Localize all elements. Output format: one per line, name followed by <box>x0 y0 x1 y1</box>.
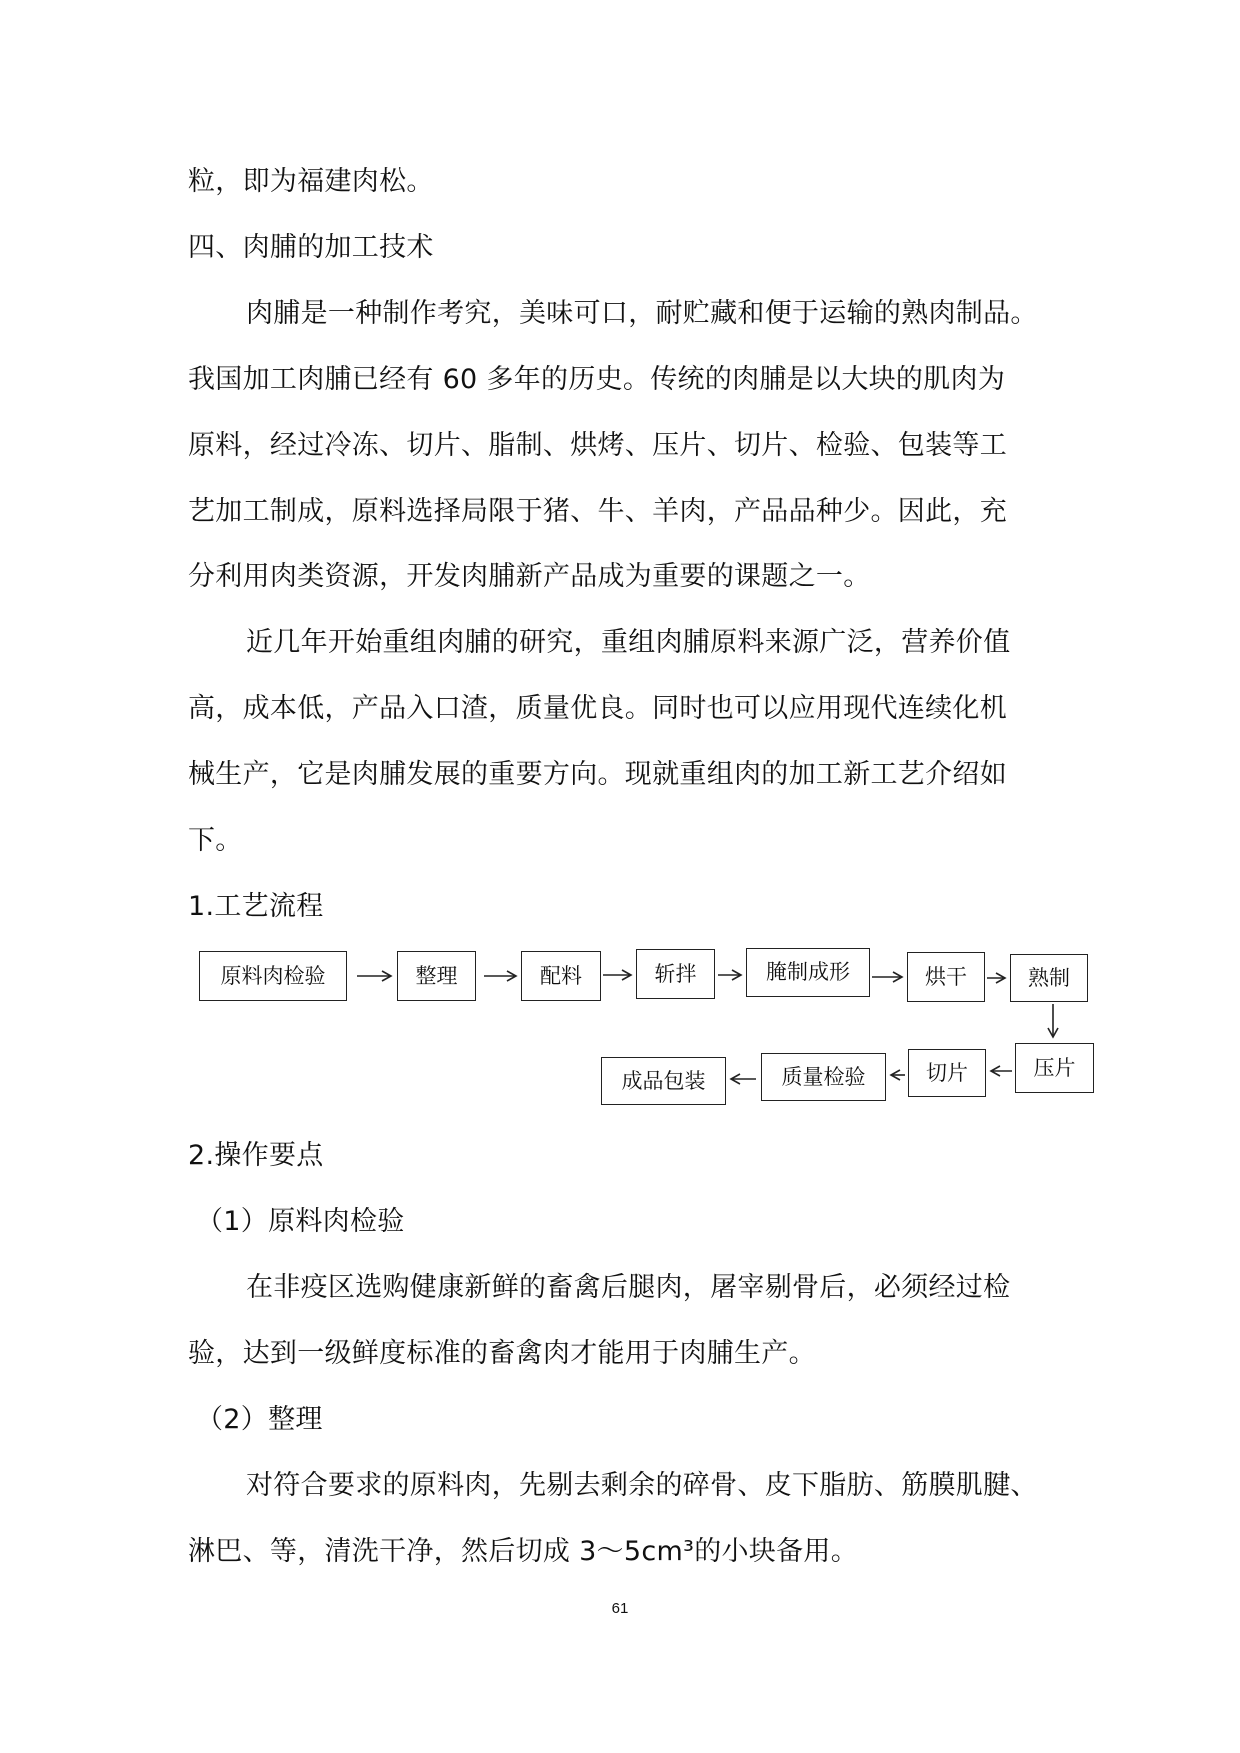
flow-step: 原料肉检验 <box>199 951 347 1001</box>
text-line: 对符合要求的原料肉，先剔去剩余的碎骨、皮下脂肪、筋膜肌腱、 <box>246 1470 1038 1501</box>
text-line: 下。 <box>188 825 243 856</box>
text-line: 械生产，它是肉脯发展的重要方向。现就重组肉的加工新工艺介绍如 <box>188 759 1007 790</box>
text-line: 粒，即为福建肉松。 <box>188 166 434 197</box>
text-line: 艺加工制成，原料选择局限于猪、牛、羊肉，产品品种少。因此，充 <box>188 496 1007 527</box>
flow-step: 烘干 <box>907 952 985 1002</box>
text-line: 高，成本低，产品入口渣，质量优良。同时也可以应用现代连续化机 <box>188 693 1007 724</box>
flow-step: 腌制成形 <box>746 948 870 997</box>
flow-step: 切片 <box>908 1049 986 1097</box>
item-heading: （2）整理 <box>196 1404 323 1435</box>
text-line: 肉脯是一种制作考究，美味可口，耐贮藏和便于运输的熟肉制品。 <box>246 298 1038 329</box>
text-line: 验，达到一级鲜度标准的畜禽肉才能用于肉脯生产。 <box>188 1338 816 1369</box>
text-line: 淋巴、等，清洗干净，然后切成 3～5cm³的小块备用。 <box>188 1536 859 1567</box>
item-heading: （1）原料肉检验 <box>196 1206 405 1237</box>
flow-step: 质量检验 <box>761 1053 886 1101</box>
flow-step: 熟制 <box>1010 954 1088 1002</box>
text-line: 在非疫区选购健康新鲜的畜禽后腿肉，屠宰剔骨后，必须经过检 <box>246 1272 1011 1303</box>
page-number: 61 <box>611 1600 629 1617</box>
text-line: 近几年开始重组肉脯的研究，重组肉脯原料来源广泛，营养价值 <box>246 627 1011 658</box>
flow-step: 压片 <box>1015 1043 1094 1093</box>
text-line: 分利用肉类资源，开发肉脯新产品成为重要的课题之一。 <box>188 561 871 592</box>
subsection-heading: 1.工艺流程 <box>188 891 324 922</box>
flow-step: 斩拌 <box>636 949 715 999</box>
text-line: 原料，经过冷冻、切片、脂制、烘烤、压片、切片、检验、包装等工 <box>188 430 1007 461</box>
flow-step: 成品包装 <box>601 1057 726 1105</box>
subsection-heading: 2.操作要点 <box>188 1140 324 1171</box>
flow-step: 整理 <box>397 951 476 1001</box>
flow-step: 配料 <box>521 951 601 1001</box>
text-line: 我国加工肉脯已经有 60 多年的历史。传统的肉脯是以大块的肌肉为 <box>188 364 1006 395</box>
section-heading: 四、肉脯的加工技术 <box>188 232 434 263</box>
